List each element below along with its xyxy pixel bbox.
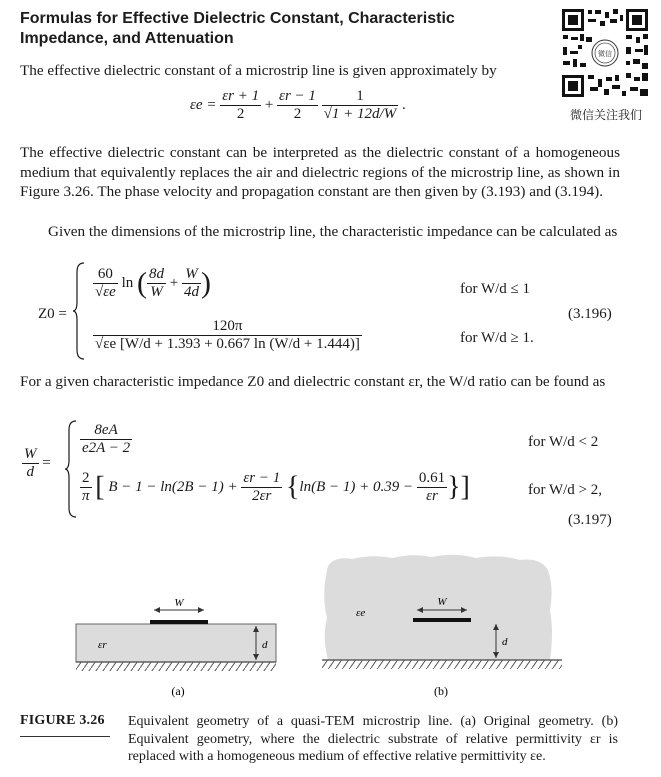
- eq-z0-c1-b-den: 4d: [183, 284, 199, 300]
- eq-eps-t1-den: 2: [236, 106, 245, 122]
- eq-eps-t1-num: εr + 1: [222, 88, 260, 104]
- eq-wd-brace: [64, 420, 78, 523]
- eq-z0-cond1: for W/d ≤ 1: [460, 281, 531, 297]
- eq-eps-t3-den: √1 + 12d/W: [323, 106, 397, 122]
- eq-wd-c2-f-num: εr − 1: [243, 470, 281, 486]
- eq-wd-c1-num: 8eA: [80, 422, 132, 440]
- eq-number-3-196: (3.196): [568, 306, 612, 322]
- eq-wd-cond2: for W/d > 2,: [528, 482, 603, 498]
- eq-z0-case2: [93, 318, 362, 353]
- equation-effective-dielectric: [190, 88, 406, 123]
- eq-eps-t2-den: 2: [293, 106, 302, 122]
- figure-a-original-geometry: [76, 597, 276, 698]
- eq-wd-case2: $\frac{2}{\pi}$ [ B − 1 − ln(2B − 1) + $\frac{\varepsilon r - 1}{2\varepsilon r}$ {ln(B − 1) + 0.39 − $\frac{0.61}{\varepsilon r}$ }]: [82, 470, 470, 504]
- eq-wd-c2-pre-den: π: [82, 488, 90, 504]
- eq-wd-cond1: for W/d < 2: [528, 434, 599, 450]
- eq-eps-end: .: [401, 96, 406, 113]
- label-eps-e: εe: [356, 607, 366, 619]
- caption-rule: [20, 736, 110, 737]
- eq-z0-case1: $\frac{60}{√\varepsilon e}$ ln ( $\frac{8d}{W}$ + $\frac{W}{4d}$ ): [95, 266, 211, 300]
- eq-wd-lhs-num: W: [24, 446, 37, 462]
- figure-caption-text: Equivalent geometry of a quasi-TEM microstrip line. (a) Original geometry. (b) Equivalent geometry, where the dielectric substrate of relative permittivity εr is replaced with a homogeneous medium of effective relative permittivity εe.: [128, 714, 618, 764]
- eq-z0-c2-den: √εe [W/d + 1.393 + 0.667 ln (W/d + 1.444)]: [95, 336, 360, 352]
- eq-number-3-197: (3.197): [568, 512, 612, 528]
- eq-z0-c1-b-num: W: [182, 266, 201, 284]
- label-d-b: d: [502, 636, 508, 648]
- eq-z0-c1-ln: ln: [121, 274, 134, 291]
- label-eps-r: εr: [98, 639, 107, 651]
- figure-3-26: [0, 548, 661, 708]
- figure-b-equivalent-geometry: [322, 555, 562, 698]
- eq-wd-case1: [80, 422, 132, 457]
- label-a: (a): [171, 684, 185, 698]
- eq-z0-c1-a-den: W: [150, 284, 163, 300]
- qr-logo-text: 微信: [598, 50, 612, 58]
- eq-eps-t3-num: 1: [322, 88, 399, 106]
- eq-z0-c1-den: √εe: [95, 284, 116, 300]
- intro-paragraph: The effective dielectric constant of a microstrip line is given approximately by: [20, 62, 497, 79]
- qr-code-image: [560, 7, 650, 99]
- eq-wd-eq: =: [42, 454, 51, 471]
- eq-wd-lhs: [22, 446, 51, 481]
- label-w-b: W: [437, 596, 447, 608]
- eq-z0-c1-num: 60: [93, 266, 118, 284]
- strip-conductor-b: [413, 618, 471, 622]
- eq-wd-c2-g-num: 0.61: [418, 470, 446, 486]
- eq-wd-c2-body2: ln(B − 1) + 0.39 −: [299, 478, 414, 495]
- eq-z0-c1-plus: +: [169, 274, 179, 291]
- eq-z0-c1-a-num: 8d: [148, 266, 164, 282]
- label-w-a: W: [174, 597, 184, 609]
- eq-eps-lhs: εe =: [190, 96, 217, 113]
- section-heading: Formulas for Effective Dielectric Constant, Characteristic Impedance, and Attenuation: [20, 10, 455, 47]
- eq-wd-c1-den: e2A − 2: [82, 440, 131, 456]
- eq-z0-brace: [72, 262, 86, 365]
- label-b: (b): [434, 684, 448, 698]
- eq-z0-c2-num: 120π: [93, 318, 362, 336]
- wd-ratio-paragraph: For a given characteristic impedance Z0 and dielectric constant εr, the W/d ratio can be found as: [20, 373, 606, 390]
- eq-wd-c2-g-den: εr: [426, 488, 438, 504]
- impedance-intro-paragraph: Given the dimensions of the microstrip line, the characteristic impedance can be calculated as: [48, 223, 618, 240]
- interpretation-paragraph: The effective dielectric constant can be interpreted as the dielectric constant of a homogeneous medium that equivalently replaces the air and dielectric regions of the microstrip line, as shown in Figure 3.26. The phase velocity and propagation constant are then given by (3.193) and (3.194).: [20, 144, 620, 200]
- eq-wd-lhs-den: d: [26, 464, 34, 480]
- eq-z0-lhs: Z0 =: [38, 306, 67, 322]
- eq-z0-cond2: for W/d ≥ 1.: [460, 330, 534, 346]
- strip-conductor-a: [150, 620, 208, 624]
- label-d-a: d: [262, 639, 268, 651]
- qr-caption: 微信关注我们: [569, 108, 642, 122]
- eq-wd-c2-body1: B − 1 − ln(2B − 1) +: [108, 478, 238, 495]
- eq-wd-c2-f-den: 2εr: [252, 488, 272, 504]
- eq-eps-t2-num: εr − 1: [279, 88, 316, 104]
- figure-caption-label: FIGURE 3.26: [20, 713, 105, 728]
- eq-eps-plus: +: [264, 96, 274, 113]
- eq-wd-c2-pre-num: 2: [80, 470, 92, 488]
